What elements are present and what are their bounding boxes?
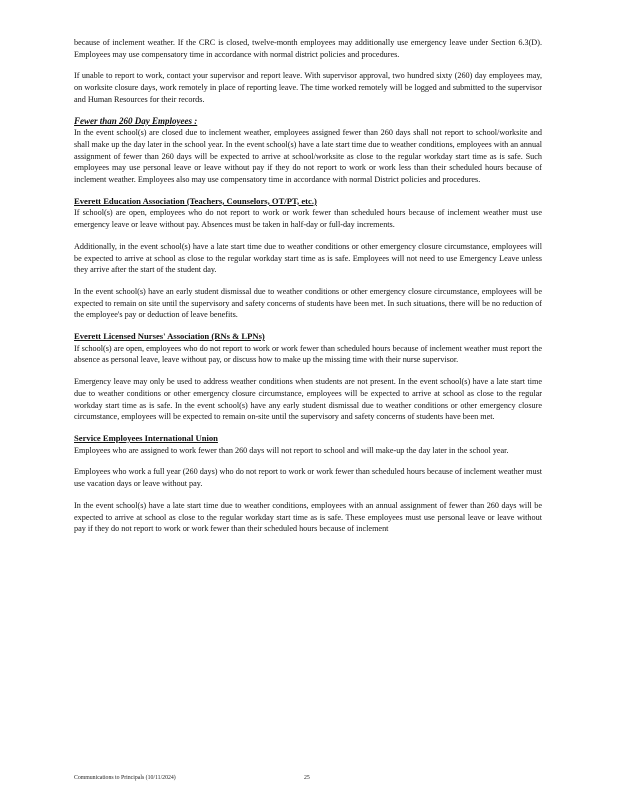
paragraph-gap [74,423,542,433]
paragraph-gap [74,186,542,196]
section-heading: Service Employees International Union [74,432,218,443]
footer-label: Communications to Principals (10/11/2024) [74,775,176,781]
body-paragraph: Emergency leave may only be used to address weather conditions when students are not present. In the event school(s) have a late start time due to weather conditions or other emergency closure circumstance, employees will be expected to arrive at school as close to the regular workday start time as is safe. In the event school(s) have any early student dismissal due to weather conditions or other emergency closure circumstance, employees will be expected to remain on-site until the supervisory and safety concerns of students have been met. [74,377,542,422]
body-paragraph: If school(s) are open, employees who do not report to work or work fewer than scheduled hours because of inclement weather must use emergency leave or leave without pay. Absences must be taken in half-day or full-day increments. [74,208,542,230]
body-paragraph: In the event school(s) are closed due to inclement weather, employees assigned fewer than 260 days shall not report to school/worksite and shall make up the day later in the school year. In the event school(s) have a late start time due to weather conditions, employees with an annual assignment of fewer than 260 days will be expected to arrive at school/worksite as close to the regular workday start time as is safe. Such employees may use personal leave or leave without pay if they do not report to work or work less than their scheduled hours because of inclement weather. Employees also may use compensatory time in accordance with normal District policies and procedures. [74,128,542,185]
body-paragraph: In the event school(s) have an early student dismissal due to weather conditions or other emergency closure circumstance, employees will be expected to remain on site until the supervisory and safety concerns of students have been met. In such situations, there will be no reduction of the employee's pay or deduction of leave benefits. [74,286,542,320]
body-paragraph: In the event school(s) have a late start time due to weather conditions, employees with an annual assignment of fewer than 260 days will be expected to arrive at school as close to the regular workday start time as is safe. These employees must use personal leave or leave without pay if they do not report to work or work fewer than their scheduled hours because of inclement [74,500,542,534]
body-paragraph: Employees who are assigned to work fewer than 260 days will not report to school and will make-up the day later in the school year. [74,445,509,455]
paragraph-gap [74,231,542,241]
body-paragraph: If unable to report to work, contact your supervisor and report leave. With supervisor approval, two hundred sixty (260) day employees may, on worksite closure days, work remotely in place of reporting leave. The time worked remotely will be logged and submitted to the supervisor and Human Resources for their records. [74,71,542,104]
body-paragraph: If school(s) are open, employees who do not report to work or work fewer than scheduled hours because of inclement weather must report the absence as personal leave, leave without pay, or discuss how to make up the missing time with their nurse supervisor. [74,343,542,365]
document-page [74,37,542,535]
paragraph-gap [74,60,542,70]
body-paragraph: Additionally, in the event school(s) have a late start time due to weather conditions or other emergency closure circumstance, employees will be expected to arrive at school as close to the regular workday start time as is safe. Employees will not need to use Emergency Leave unless they arrive after the start of the student day. [74,241,542,275]
body-paragraph: Employees who work a full year (260 days) who do not report to work or work fewer than scheduled hours because of inclement weather must use vacation days or leave without pay. [74,467,542,489]
section-heading: Fewer than 260 Day Employees : [74,115,198,126]
paragraph-gap [74,366,542,376]
page-number: 25 [304,775,310,781]
paragraph-gap [74,106,542,116]
paragraph-gap [74,321,542,331]
body-paragraph: because of inclement weather. If the CRC is closed, twelve-month employees may additionally use emergency leave under Section 6.3(D). Employees may use compensatory time in accordance with normal district policies and procedures. [74,38,542,59]
paragraph-gap [74,490,542,500]
page-footer [74,775,310,781]
section-heading: Everett Education Association (Teachers, Counselors, OT/PT, etc.) [74,195,317,206]
paragraph-gap [74,456,542,466]
section-heading: Everett Licensed Nurses' Association (RNs & LPNs) [74,331,265,342]
paragraph-gap [74,276,542,286]
